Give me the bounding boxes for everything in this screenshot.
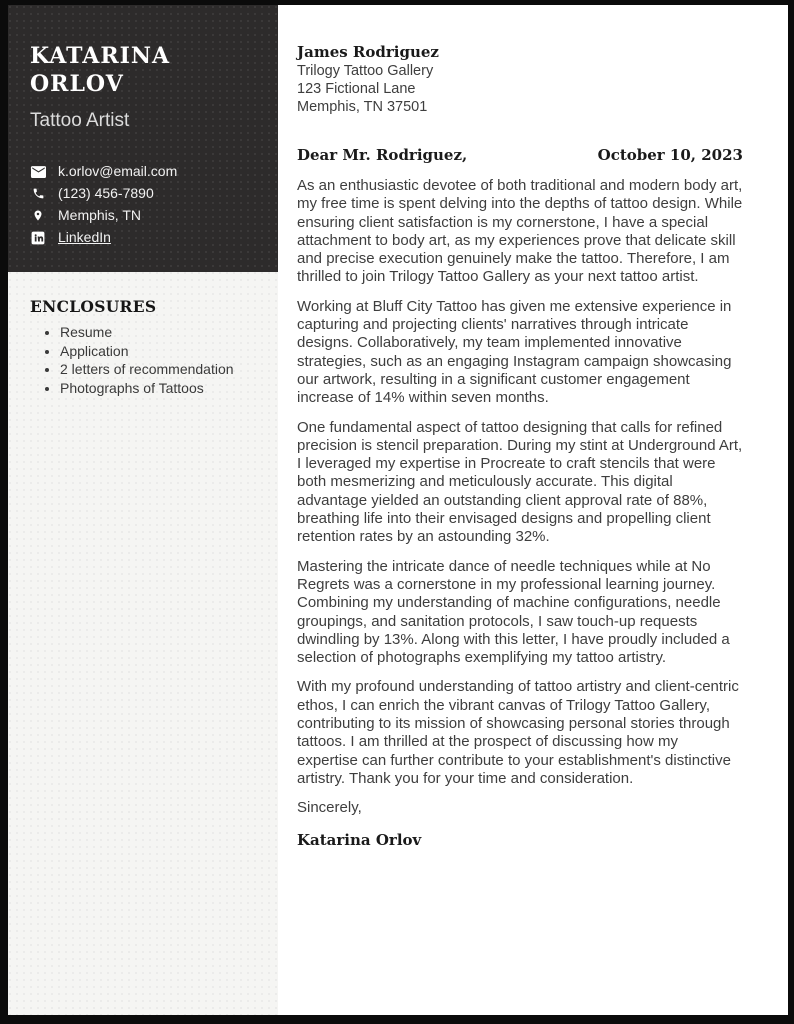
contact-row-phone: [30, 186, 260, 201]
letter-paragraph: Mastering the intricate dance of needle techniques while at No Regrets was a cornerstone in my professional learning journey. Combining my understanding of machine configurations, needle groupings, and sanitation protocols, I saw touch-up requests dwindling by 13%. Along with this letter, I have proudly included a selection of photographs exemplifying my tattoo artistry.: [297, 557, 730, 667]
enclosures-list: [30, 323, 264, 397]
recipient-block: [297, 43, 743, 116]
linkedin-link[interactable]: LinkedIn: [58, 229, 111, 246]
contact-row-email: [30, 164, 260, 179]
recipient-name: James Rodriguez: [297, 43, 439, 61]
sidebar-enclosures: [8, 272, 278, 397]
signature-name: Katarina Orlov: [297, 830, 422, 849]
email-icon: [30, 164, 46, 179]
salutation: Dear Mr. Rodriguez,: [297, 146, 468, 164]
enclosure-item: • Resume: [60, 323, 264, 342]
enclosure-item: • Photographs of Tattoos: [60, 379, 264, 398]
enclosures-heading: ENCLOSURES: [30, 297, 157, 316]
enclosure-item: • 2 letters of recommendation: [60, 360, 264, 379]
letter-paragraph: One fundamental aspect of tattoo designing that calls for refined precision is stencil preparation. During my stint at Underground Art, I leveraged my expertise in Procreate to craft stencils that were both mesmerizing and meticulously accurate. This digital advantage yielded an outstanding client approval rate of 88%, breathing life into their envisaged designs and propelling client retention rates by an astounding 32%.: [297, 418, 743, 546]
recipient-address-line1: 123 Fictional Lane: [297, 81, 416, 97]
contact-list: [30, 164, 260, 245]
linkedin-icon: [30, 230, 46, 245]
letter-paragraph: As an enthusiastic devotee of both traditional and modern body art, my free time is spent delving into the depths of tattoo design. While ensuring client satisfaction is my cornerstone, I have a special attachment to body art, as my experiences prove that delicate skill and precise execution genuinely make the tattoo. Therefore, I am thrilled to join Trilogy Tattoo Gallery as your next tattoo artist.: [297, 177, 743, 286]
contact-location: Memphis, TN: [58, 207, 141, 224]
closing: Sincerely,: [297, 799, 362, 817]
letter-paragraphs: [297, 177, 743, 788]
salutation-row: [297, 146, 743, 164]
phone-icon: [30, 186, 46, 201]
sidebar-header: [8, 5, 278, 272]
recipient-company: Trilogy Tattoo Gallery: [297, 63, 434, 79]
recipient-address-line2: Memphis, TN 37501: [297, 99, 428, 115]
contact-phone: (123) 456-7890: [58, 185, 154, 202]
letter-paragraph: With my profound understanding of tattoo artistry and client-centric ethos, I can enrich the vibrant canvas of Trilogy Tattoo Gallery, contributing to its mission of showcasing personal stories through tattoos. I am thrilled at the prospect of discussing how my expertise can further contribute to your establishment's distinctive artistry. Thank you for your time and consideration.: [297, 678, 739, 787]
person-name: KATARINA ORLOV: [30, 43, 171, 97]
contact-email: k.orlov@email.com: [58, 163, 178, 180]
letter-paragraph: Working at Bluff City Tattoo has given me extensive experience in capturing and projecting clients' narratives through intricate designs. Collaboratively, my team implemented innovative strategies, such as an engaging Instagram campaign showcasing our artwork, resulting in a significant customer engagement increase of 14% within seven months.: [297, 297, 732, 407]
sidebar: [8, 5, 278, 1015]
contact-row-linkedin: [30, 230, 260, 245]
location-icon: [30, 208, 46, 223]
person-job-title: Tattoo Artist: [30, 110, 130, 131]
contact-row-location: [30, 208, 260, 223]
letter-body: [278, 5, 788, 1015]
letter-date: October 10, 2023: [597, 146, 743, 164]
enclosure-item: • Application: [60, 342, 264, 361]
